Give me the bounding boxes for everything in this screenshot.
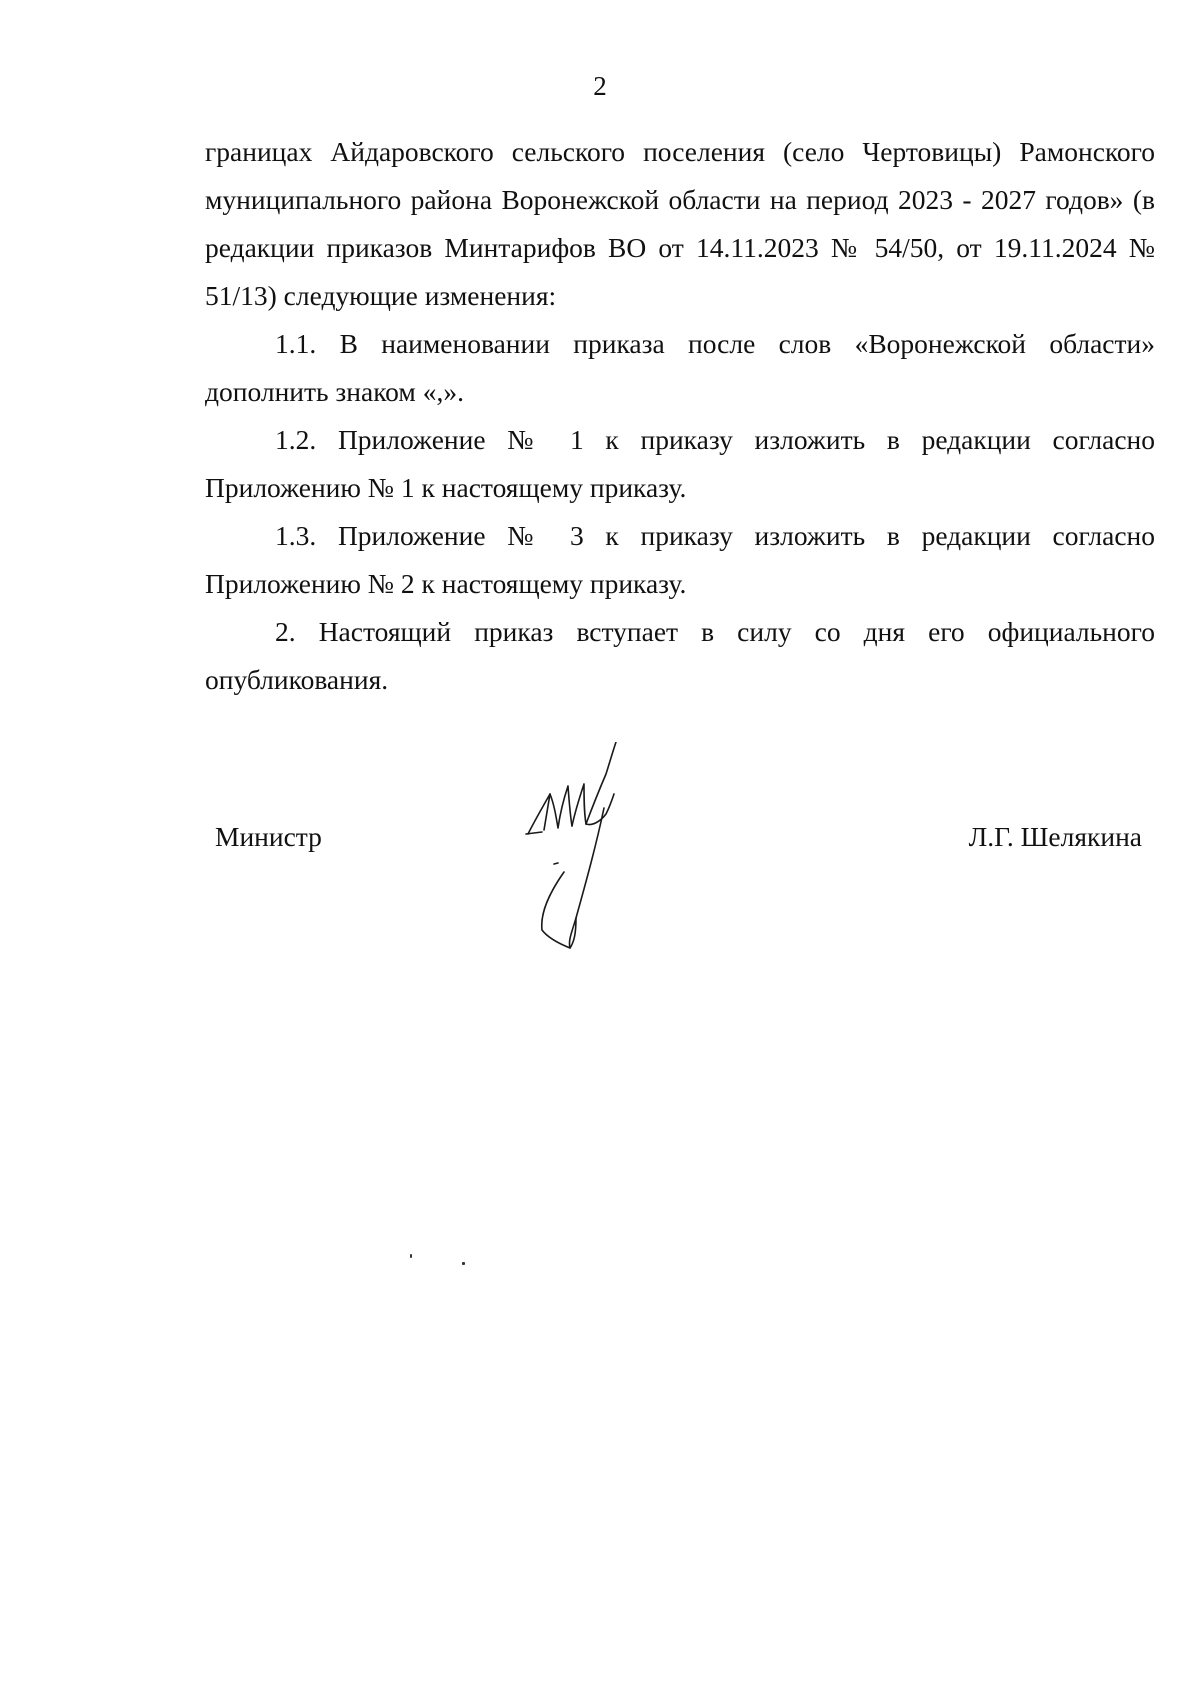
signatory-name: Л.Г. Шелякина — [968, 821, 1142, 852]
handwritten-signature-icon — [520, 742, 670, 962]
paragraph-item-1-2: 1.2. Приложение № 1 к приказу изложить в редакции согласно Приложению № 1 к настоящему приказу. — [205, 424, 1155, 503]
paragraph-continuation: границах Айдаровского сельского поселения (село Чертовицы) Рамонского муниципального района Воронежской области на период 2023 - 2027 годов» (в редакции приказов Минтарифов ВО от 14.11.2023 № 54/50, от 19.11.2024 № 51/13) следующие изменения: — [205, 136, 1155, 311]
paragraph-item-1-1: 1.1. В наименовании приказа после слов «Воронежской области» дополнить знаком «,». — [205, 328, 1155, 407]
page-number: 2 — [593, 71, 607, 101]
document-body — [205, 128, 1155, 704]
scan-speck-mark — [462, 1262, 465, 1265]
signatory-role: Министр — [215, 821, 322, 852]
scan-speck-mark — [410, 1254, 412, 1258]
paragraph-item-2: 2. Настоящий приказ вступает в силу со дня его официального опубликования. — [205, 616, 1155, 695]
paragraph-item-1-3: 1.3. Приложение № 3 к приказу изложить в редакции согласно Приложению № 2 к настоящему приказу. — [205, 520, 1155, 599]
